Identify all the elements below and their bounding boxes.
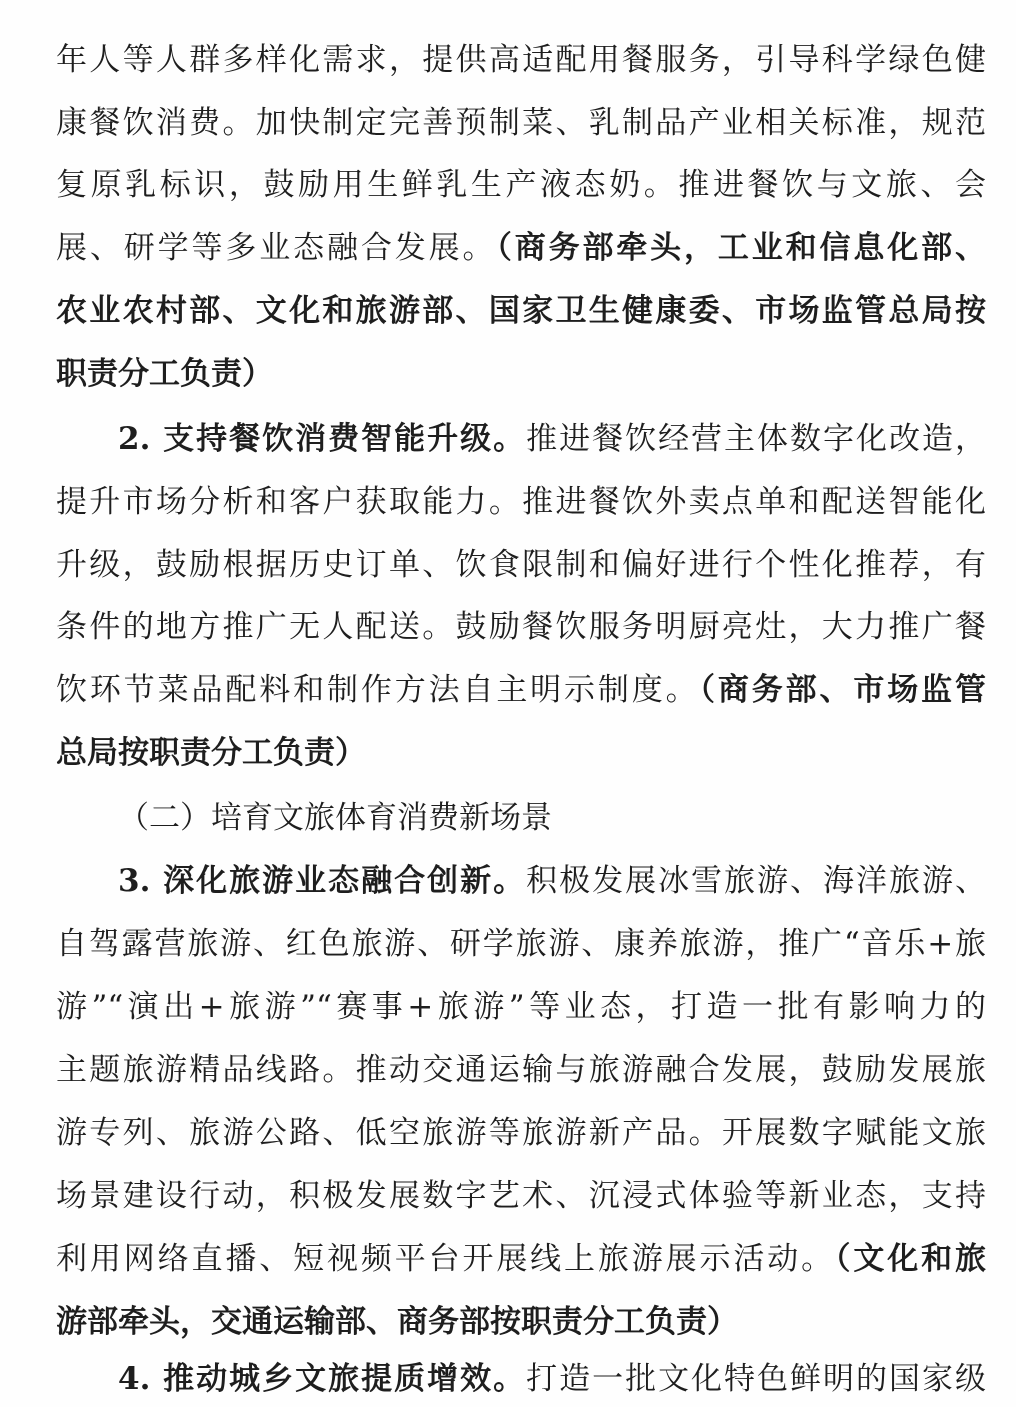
text-line-3: [56, 157, 986, 213]
text-line-21: [56, 1294, 986, 1350]
text-line-19: [56, 1168, 986, 1224]
text-segment: 推进餐饮经营主体数字化改造，: [526, 421, 986, 457]
responsibility-note: （商务部牵头，工业和信息化部、: [496, 230, 986, 266]
responsibility-note: 农业农村部、文化和旅游部、国家卫生健康委、市场监管总局按: [56, 293, 986, 329]
text-line-17: [56, 1042, 986, 1098]
text-segment: 自驾露营旅游、红色旅游、研学旅游、康养旅游，推广“音乐+旅: [56, 926, 986, 962]
text-segment: 打造一批文化特色鲜明的国家级: [526, 1361, 986, 1397]
text-segment: 复原乳标识，鼓励用生鲜乳生产液态奶。推进餐饮与文旅、会: [56, 167, 986, 203]
responsibility-note: （文化和旅: [835, 1241, 986, 1277]
responsibility-note: 游部牵头，交通运输部、商务部按职责分工负责）: [56, 1304, 738, 1340]
text-segment: 展、研学等多业态融合发展。: [56, 230, 497, 266]
item-heading: 3. 深化旅游业态融合创新。: [118, 863, 527, 899]
text-segment: 升级，鼓励根据历史订单、饮食限制和偏好进行个性化推荐，有: [56, 547, 986, 583]
section-heading-text: （二）培育文旅体育消费新场景: [118, 800, 552, 836]
responsibility-note: 总局按职责分工负责）: [56, 735, 366, 771]
text-line-22: [118, 1351, 986, 1407]
text-line-7: [118, 411, 986, 467]
text-line-14: [118, 853, 986, 909]
responsibility-note: 职责分工负责）: [56, 356, 273, 392]
section-heading: [118, 790, 718, 846]
text-segment: 主题旅游精品线路。推动交通运输与旅游融合发展，鼓励发展旅: [56, 1052, 986, 1088]
text-segment: 利用网络直播、短视频平台开展线上旅游展示活动。: [56, 1241, 836, 1277]
text-line-20: [56, 1231, 986, 1287]
text-line-8: [56, 474, 986, 530]
text-line-2: [56, 95, 986, 151]
text-segment: 场景建设行动，积极发展数字艺术、沉浸式体验等新业态，支持: [56, 1178, 986, 1214]
text-segment: 提升市场分析和客户获取能力。推进餐饮外卖点单和配送智能化: [56, 484, 986, 520]
responsibility-note: （商务部、市场监管: [699, 672, 986, 708]
text-line-6: [56, 346, 986, 402]
text-line-4: [56, 220, 986, 276]
text-line-12: [56, 725, 986, 781]
text-line-15: [56, 916, 986, 972]
text-line-16: [56, 979, 986, 1035]
item-heading: 2. 支持餐饮消费智能升级。: [118, 421, 527, 457]
text-segment: 积极发展冰雪旅游、海洋旅游、: [526, 863, 986, 899]
text-segment: 饮环节菜品配料和制作方法自主明示制度。: [56, 672, 700, 708]
text-line-5: [56, 283, 986, 339]
text-segment: 游”“演出+旅游”“赛事+旅游”等业态，打造一批有影响力的: [56, 989, 986, 1025]
text-line-10: [56, 599, 986, 655]
item-heading: 4. 推动城乡文旅提质增效。: [118, 1361, 527, 1397]
text-segment: 条件的地方推广无人配送。鼓励餐饮服务明厨亮灶，大力推广餐: [56, 609, 986, 645]
text-line-18: [56, 1105, 986, 1161]
text-line-11: [56, 662, 986, 718]
text-line-1: [56, 32, 986, 88]
text-line-9: [56, 537, 986, 593]
text-segment: 年人等人群多样化需求，提供高适配用餐服务，引导科学绿色健: [56, 42, 986, 78]
text-segment: 游专列、旅游公路、低空旅游等旅游新产品。开展数字赋能文旅: [56, 1115, 986, 1151]
text-segment: 康餐饮消费。加快制定完善预制菜、乳制品产业相关标准，规范: [56, 105, 986, 141]
